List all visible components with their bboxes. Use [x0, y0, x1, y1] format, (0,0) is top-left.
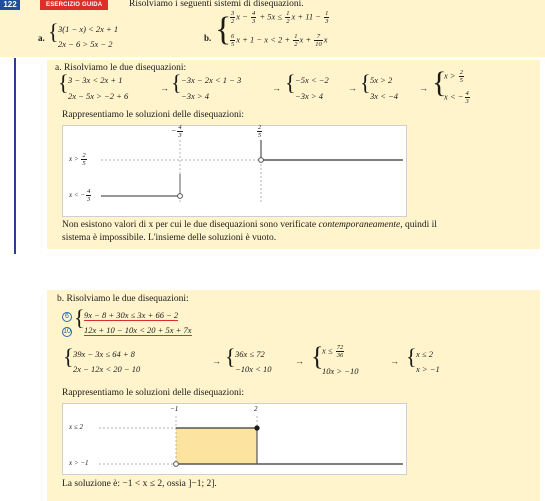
s4-brace: { [406, 344, 417, 369]
tick-2-label: 2 [254, 405, 258, 413]
tick-minus1-label: −1 [170, 405, 179, 413]
step-arrow: → [272, 83, 281, 93]
row2-open-point [178, 194, 183, 199]
eq2: 12x + 10 − 10x < 20 + 5x + 7x [84, 325, 192, 335]
step3-brace: { [285, 70, 296, 95]
step-arrow: → [212, 356, 221, 366]
problem-a-label: a. [38, 33, 45, 43]
chart-a-svg [63, 126, 408, 218]
s2-brace: { [225, 344, 236, 369]
row1-label: x > $\frac{2}{5}$ [69, 152, 86, 167]
s4-line2: x > −1 [416, 364, 440, 374]
row2-open-point [174, 462, 179, 467]
row1-open-point [259, 158, 264, 163]
problem-b-line1: $\frac{3}{2}$ x − $\frac{4}{3}$ + 5x ≤ $\frac{1}{2}$ x + 11 − $\frac{1}{3}$ [231, 10, 329, 25]
eq-brace: { [74, 305, 85, 330]
s1-brace: { [63, 344, 74, 369]
exercise-header [0, 0, 545, 57]
step-arrow: → [348, 83, 357, 93]
represent-a-text: Rappresentiamo le soluzioni delle disequazioni: [62, 110, 245, 120]
step3-line1: −5x < −2 [295, 75, 329, 85]
step1-line1: 3 − 3x < 2x + 1 [68, 75, 123, 85]
problem-a-brace: { [48, 19, 59, 44]
step2-line1: −3x − 2x < 1 − 3 [181, 75, 242, 85]
exercise-tag: ESERCIZIO GUIDA [40, 0, 108, 10]
s3-brace: { [311, 342, 324, 371]
step2-line2: −3x > 4 [181, 91, 209, 101]
exercise-title: Risolviamo i seguenti sistemi di disequazioni. [129, 0, 304, 9]
row2-label: x < − $\frac{4}{3}$ [69, 188, 91, 203]
tick2-label: $\frac{2}{5}$ [258, 124, 262, 139]
step1-brace: { [58, 70, 69, 95]
multiplier-10: 10 [63, 328, 71, 335]
problem-a-line1: 3(1 − x) < 2x + 1 [58, 24, 119, 34]
step5-line2: x < − $\frac{4}{3}$ [444, 90, 469, 105]
problem-b-label: b. [204, 33, 212, 43]
step4-line2: 3x < −4 [370, 91, 398, 101]
step1-line2: 2x − 5x > −2 + 6 [68, 91, 129, 101]
solution-b-heading: b. Risolviamo le due disequazioni: [57, 294, 189, 304]
step3-line2: −3x > 4 [295, 91, 323, 101]
s2-line1: 36x ≤ 72 [235, 349, 265, 359]
eq1: 9x − 8 + 30x ≤ 3x + 66 − 2 [84, 310, 179, 320]
step4-line1: 5x > 2 [370, 75, 393, 85]
step2-brace: { [171, 70, 182, 95]
solution-interval-fill [176, 428, 257, 464]
row2-label: x > −1 [69, 459, 89, 467]
exercise-number: 122 [0, 0, 20, 10]
step-arrow: → [419, 83, 428, 93]
conclusion-a-line2: sistema è impossibile. L'insieme delle soluzioni è vuoto. [62, 233, 277, 243]
s4-line1: x ≤ 2 [416, 349, 433, 359]
section-a-sidebar-line [14, 58, 16, 254]
solution-a-panel [47, 60, 540, 249]
number-line-chart-b [62, 403, 407, 475]
s1-line2: 2x − 12x < 20 − 10 [73, 364, 141, 374]
s1-line1: 39x − 3x ≤ 64 + 8 [73, 349, 135, 359]
problem-b-line2: $\frac{6}{5}$ x + 1 − x < 2 + $\frac{1}{2}$ x + $\frac{7}{10}$ x [231, 33, 328, 48]
row1-closed-point [254, 425, 259, 430]
represent-b-text: Rappresentiamo le soluzioni delle disequazioni: [62, 388, 245, 398]
step-arrow: → [160, 83, 169, 93]
s3-line2: 10x > −10 [322, 366, 359, 376]
row1-label: x ≤ 2 [69, 423, 83, 431]
step-arrow: → [390, 356, 399, 366]
s3-line1: x ≤ $\frac{72}{36}$ [322, 344, 344, 359]
solution-b-panel [47, 290, 540, 501]
tick1-label: − $\frac{4}{3}$ [171, 124, 182, 139]
multiplier-6: 6 [62, 310, 72, 322]
step5-brace: { [432, 66, 447, 99]
solution-a-heading: a. Risolviamo le due disequazioni: [55, 63, 187, 73]
step4-brace: { [360, 70, 371, 95]
problem-a-line2: 2x − 6 > 5x − 2 [58, 39, 113, 49]
s2-line2: −10x < 10 [235, 364, 272, 374]
conclusion-a-line1: Non esistono valori di x per cui le due disequazioni sono verificate contemporaneamente, quindi il [62, 220, 437, 230]
number-line-chart-a [62, 125, 407, 217]
step-arrow: → [295, 356, 304, 366]
conclusion-b: La soluzione è: −1 < x ≤ 2, ossia ]−1; 2]. [62, 479, 217, 489]
chart-b-svg [63, 404, 408, 476]
step5-line1: x > $\frac{2}{5}$ [444, 69, 464, 84]
problem-b-brace: { [215, 11, 232, 48]
